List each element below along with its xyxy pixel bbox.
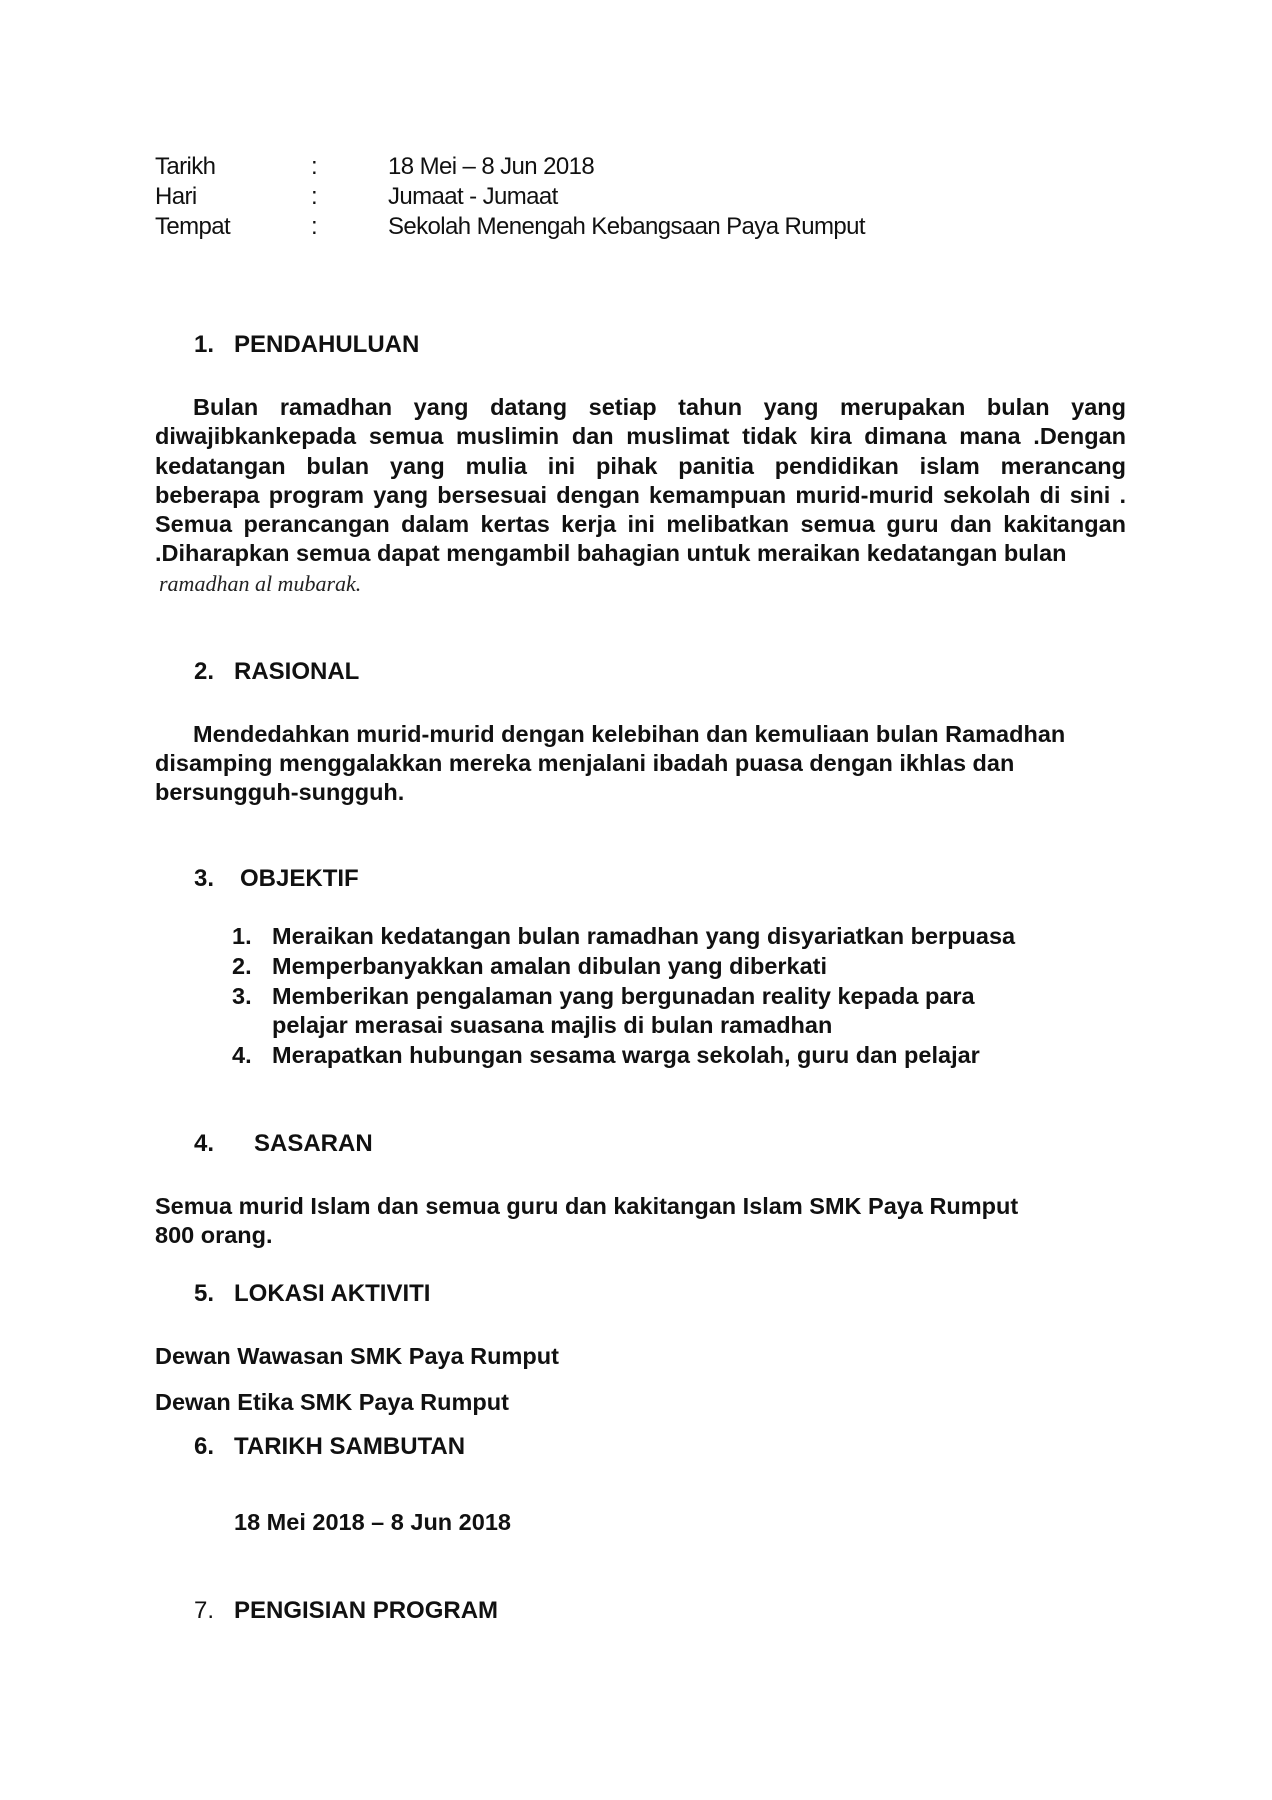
paragraph-line: kedatangan bulan yang mulia ini pihak panitia pendidikan islam merancang xyxy=(155,452,1126,479)
section-number: 3. xyxy=(194,865,215,892)
meta-colon: : xyxy=(311,153,318,180)
section-number: 1. xyxy=(194,331,215,358)
rasional-line: Mendedahkan murid-murid dengan kelebihan dan kemuliaan bulan Ramadhan xyxy=(193,721,1066,747)
paragraph-line: Bulan ramadhan yang datang setiap tahun yang merupakan bulan yang xyxy=(193,394,1126,420)
list-item xyxy=(232,922,1015,952)
section-title: PENGISIAN PROGRAM xyxy=(234,1597,499,1624)
meta-value: Sekolah Menengah Kebangsaan Paya Rumput xyxy=(388,213,865,240)
meta-row-tarikh xyxy=(155,152,865,182)
meta-row-tempat xyxy=(155,212,865,242)
section-number: 2. xyxy=(194,658,215,685)
section-heading-sasaran xyxy=(194,1130,373,1158)
meta-label: Tarikh xyxy=(155,153,216,180)
meta-row-hari xyxy=(155,182,865,212)
meta-label: Tempat xyxy=(155,213,231,240)
meta-value: 18 Mei – 8 Jun 2018 xyxy=(388,153,595,180)
section-title: RASIONAL xyxy=(234,658,360,685)
section-number: 5. xyxy=(194,1280,215,1307)
paragraph-line: Semua perancangan dalam kertas kerja ini melibatkan semua guru dan kakitangan xyxy=(155,511,1126,538)
meta-colon: : xyxy=(311,213,318,240)
meta-colon: : xyxy=(311,183,318,210)
list-item-number: 4. xyxy=(232,1042,252,1069)
list-item-number: 1. xyxy=(232,923,252,949)
section-heading-lokasi xyxy=(194,1280,430,1308)
meta-label: Hari xyxy=(155,183,197,210)
section-title: OBJEKTIF xyxy=(240,865,359,892)
lokasi-line: Dewan Wawasan SMK Paya Rumput xyxy=(155,1343,559,1369)
lokasi-line: Dewan Etika SMK Paya Rumput xyxy=(155,1389,509,1415)
meta-block xyxy=(155,152,865,242)
section-title: TARIKH SAMBUTAN xyxy=(234,1433,466,1460)
list-item xyxy=(232,952,1015,982)
sasaran-line: 800 orang. xyxy=(155,1222,273,1248)
section-heading-rasional xyxy=(194,658,359,686)
list-item xyxy=(232,982,1015,1012)
sasaran-line: Semua murid Islam dan semua guru dan kakitangan Islam SMK Paya Rumput xyxy=(155,1193,1019,1219)
rasional-line: disamping menggalakkan mereka menjalani ibadah puasa dengan ikhlas dan xyxy=(155,750,1015,776)
section-title: SASARAN xyxy=(254,1130,373,1157)
tarikh-sambutan-date: 18 Mei 2018 – 8 Jun 2018 xyxy=(234,1509,511,1535)
rasional-line: bersungguh-sungguh. xyxy=(155,779,405,805)
list-item-text: pelajar merasai suasana majlis di bulan ramadhan xyxy=(272,1012,833,1039)
meta-value: Jumaat - Jumaat xyxy=(388,183,558,210)
list-item-text: Meraikan kedatangan bulan ramadhan yang disyariatkan berpuasa xyxy=(272,923,1016,949)
paragraph-line: .Diharapkan semua dapat mengambil bahagian untuk meraikan kedatangan bulan xyxy=(155,540,1067,567)
section-number: 7. xyxy=(194,1597,215,1624)
section-title: LOKASI AKTIVITI xyxy=(234,1280,431,1307)
section-heading-pendahuluan xyxy=(194,331,419,359)
section-number: 6. xyxy=(194,1433,215,1460)
objektif-list xyxy=(232,922,1015,1071)
paragraph-line: diwajibkankepada semua muslimin dan muslimat tidak kira dimana mana .Dengan xyxy=(155,423,1126,450)
list-item-continuation xyxy=(232,1011,1015,1041)
paragraph-line-italic: ramadhan al mubarak. xyxy=(159,570,362,596)
list-item-text: Memperbanyakkan amalan dibulan yang diberkati xyxy=(272,952,828,979)
section-heading-pengisian xyxy=(194,1597,498,1625)
section-title: PENDAHULUAN xyxy=(234,331,420,358)
section-heading-objektif xyxy=(194,865,359,893)
section-number: 4. xyxy=(194,1130,215,1157)
list-item xyxy=(232,1041,1015,1071)
list-item-number: 2. xyxy=(232,952,252,979)
section-heading-tarikh-sambutan xyxy=(194,1433,465,1461)
pendahuluan-paragraph xyxy=(155,393,1126,598)
list-item-number: 3. xyxy=(232,982,252,1009)
list-item-text: Memberikan pengalaman yang bergunadan reality kepada para xyxy=(272,982,975,1009)
paragraph-line: beberapa program yang bersesuai dengan kemampuan murid-murid sekolah di sini . xyxy=(155,481,1126,508)
list-item-text: Merapatkan hubungan sesama warga sekolah, guru dan pelajar xyxy=(272,1042,980,1069)
